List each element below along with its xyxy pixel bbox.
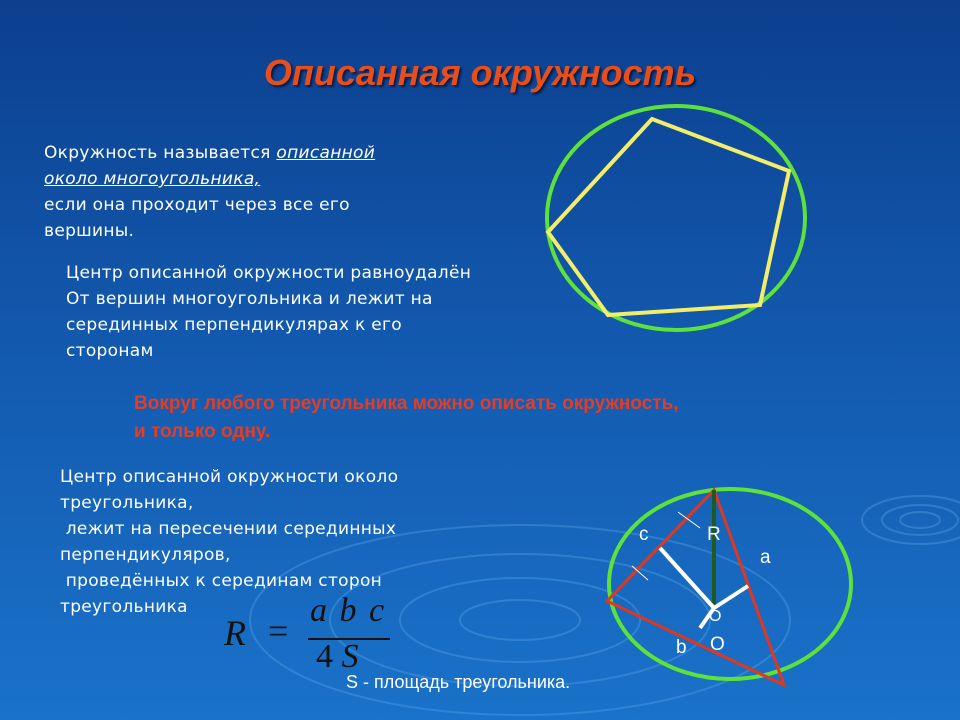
pentagon-diagram: [547, 106, 805, 330]
label-c: c: [639, 524, 649, 545]
formula-numerator: a b c: [310, 592, 387, 629]
triangle-line: лежит на пересечении серединных: [60, 519, 397, 539]
definition-line: вершины.: [44, 221, 135, 241]
definition-intro: Окружность называется: [44, 143, 277, 163]
perpendicular-bisector-c: [660, 548, 714, 608]
definition-term-continued: около многоугольника,: [44, 169, 261, 189]
triangle-diagram: [607, 489, 851, 685]
triangle-line: Центр описанной окружности около: [60, 467, 399, 487]
perpendicular-bisector-a: [714, 586, 748, 608]
center-line: сторонам: [66, 341, 154, 361]
definition-line: если она проходит через все его: [44, 195, 350, 215]
center-line: Центр описанной окружности равноудалён: [66, 263, 472, 283]
triangle-line: треугольника,: [60, 493, 194, 513]
circumcircle-pentagon: [547, 106, 805, 330]
label-b: b: [676, 637, 687, 658]
label-o: O: [710, 634, 725, 655]
area-caption: S - площадь треугольника.: [346, 672, 571, 692]
triangle-line: перпендикуляров,: [60, 545, 231, 565]
denominator-number: 4: [316, 638, 333, 675]
theorem-line: Вокруг любого треугольника можно описать окружность,: [134, 393, 679, 414]
definition-term: описанной: [276, 143, 376, 163]
denominator-variable: S: [341, 638, 359, 675]
formula-lhs: R: [224, 613, 246, 653]
page-title: Описанная окружность: [263, 52, 697, 93]
theorem-line: и только одну.: [134, 421, 271, 442]
label-o-small: O: [709, 608, 722, 625]
triangle-line: треугольника: [60, 597, 188, 617]
formula-equals: =: [268, 611, 289, 651]
pentagon: [548, 119, 789, 315]
center-line: серединных перпендикулярах к его: [66, 315, 402, 335]
label-a: a: [760, 547, 771, 568]
triangle-line: проведённых к серединам сторон: [60, 571, 383, 591]
label-r: R: [707, 524, 721, 545]
circumcircle-triangle: [609, 489, 851, 679]
center-line: От вершин многоугольника и лежит на: [66, 289, 433, 309]
